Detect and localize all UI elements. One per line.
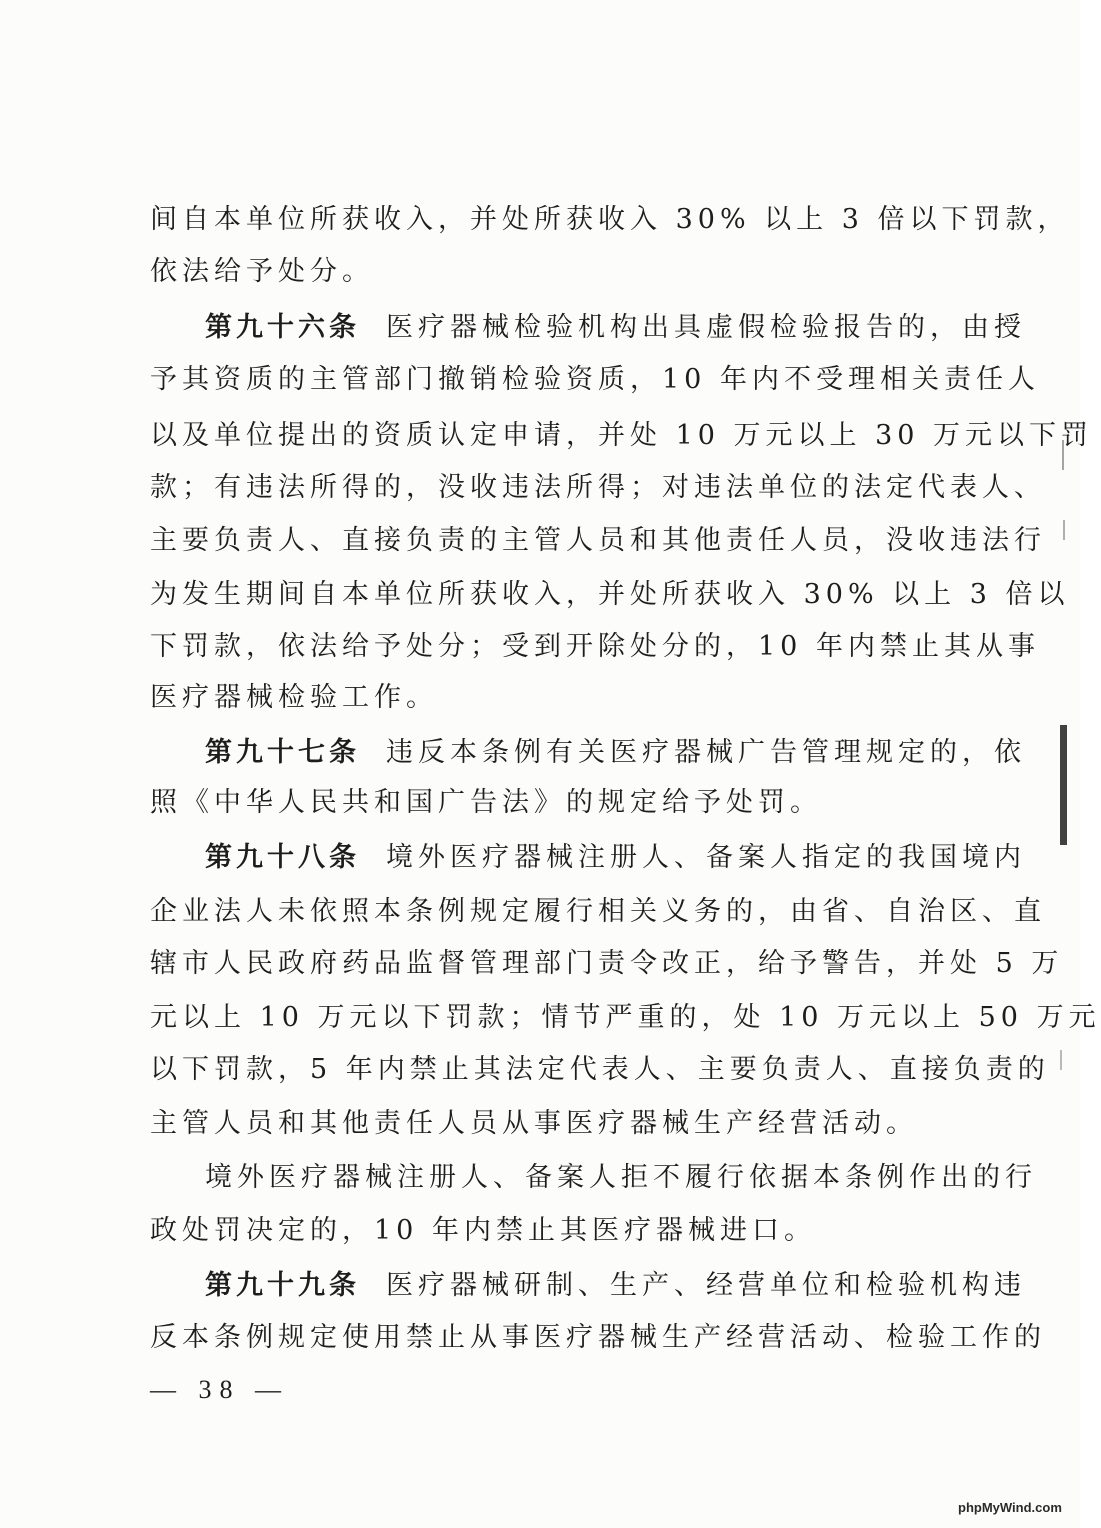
scan-artifact: [1062, 440, 1064, 470]
text-line: 主管人员和其他责任人员从事医疗器械生产经营活动。: [150, 1108, 918, 1139]
article-97-line: 第九十七条 违反本条例有关医疗器械广告管理规定的，依: [205, 737, 1026, 768]
article-99-line: 第九十九条 医疗器械研制、生产、经营单位和检验机构违: [205, 1270, 1026, 1301]
text-line: 下罚款，依法给予处分；受到开除处分的，10 年内禁止其从事: [150, 631, 1040, 662]
text-line: 照《中华人民共和国广告法》的规定给予处罚。: [150, 787, 822, 818]
article-number: 第九十九条: [205, 1270, 360, 1301]
text-line: 政处罚决定的，10 年内禁止其医疗器械进口。: [150, 1215, 816, 1246]
text-line: 主要负责人、直接负责的主管人员和其他责任人员，没收违法行: [150, 525, 1046, 556]
article-number: 第九十七条: [205, 737, 360, 768]
text-line: 境外医疗器械注册人、备案人拒不履行依据本条例作出的行: [205, 1162, 1037, 1193]
article-number: 第九十八条: [205, 842, 360, 873]
text-line: 反本条例规定使用禁止从事医疗器械生产经营活动、检验工作的: [150, 1322, 1046, 1353]
text-line: 款；有违法所得的，没收违法所得；对违法单位的法定代表人、: [150, 472, 1046, 503]
text-line: 为发生期间自本单位所获收入，并处所获收入 30% 以上 3 倍以: [150, 579, 1070, 610]
scan-artifact: [1060, 1050, 1062, 1070]
text-line: 医疗器械检验工作。: [150, 682, 438, 713]
watermark: phpMyWind.com: [958, 1500, 1062, 1515]
article-number: 第九十六条: [205, 312, 360, 343]
scan-artifact: [1060, 725, 1067, 845]
text-line: 以下罚款，5 年内禁止其法定代表人、主要负责人、直接负责的: [150, 1054, 1050, 1085]
article-98-line: 第九十八条 境外医疗器械注册人、备案人指定的我国境内: [205, 842, 1026, 873]
scan-artifact: [1063, 520, 1065, 540]
text-line: 辖市人民政府药品监督管理部门责令改正，给予警告，并处 5 万: [150, 948, 1064, 979]
text-line: 元以上 10 万元以下罚款；情节严重的，处 10 万元以上 50 万元: [150, 1002, 1101, 1033]
text-line: 企业法人未依照本条例规定履行相关义务的，由省、自治区、直: [150, 896, 1046, 927]
text-line: 间自本单位所获收入，并处所获收入 30% 以上 3 倍以下罚款，: [150, 204, 1070, 235]
text-line: 以及单位提出的资质认定申请，并处 10 万元以上 30 万元以下罚: [150, 420, 1094, 451]
text-line: 予其资质的主管部门撤销检验资质，10 年内不受理相关责任人: [150, 364, 1040, 395]
article-96-line: 第九十六条 医疗器械检验机构出具虚假检验报告的，由授: [205, 312, 1026, 343]
text-line: 依法给予处分。: [150, 256, 374, 287]
page-number: — 38 —: [150, 1375, 289, 1404]
